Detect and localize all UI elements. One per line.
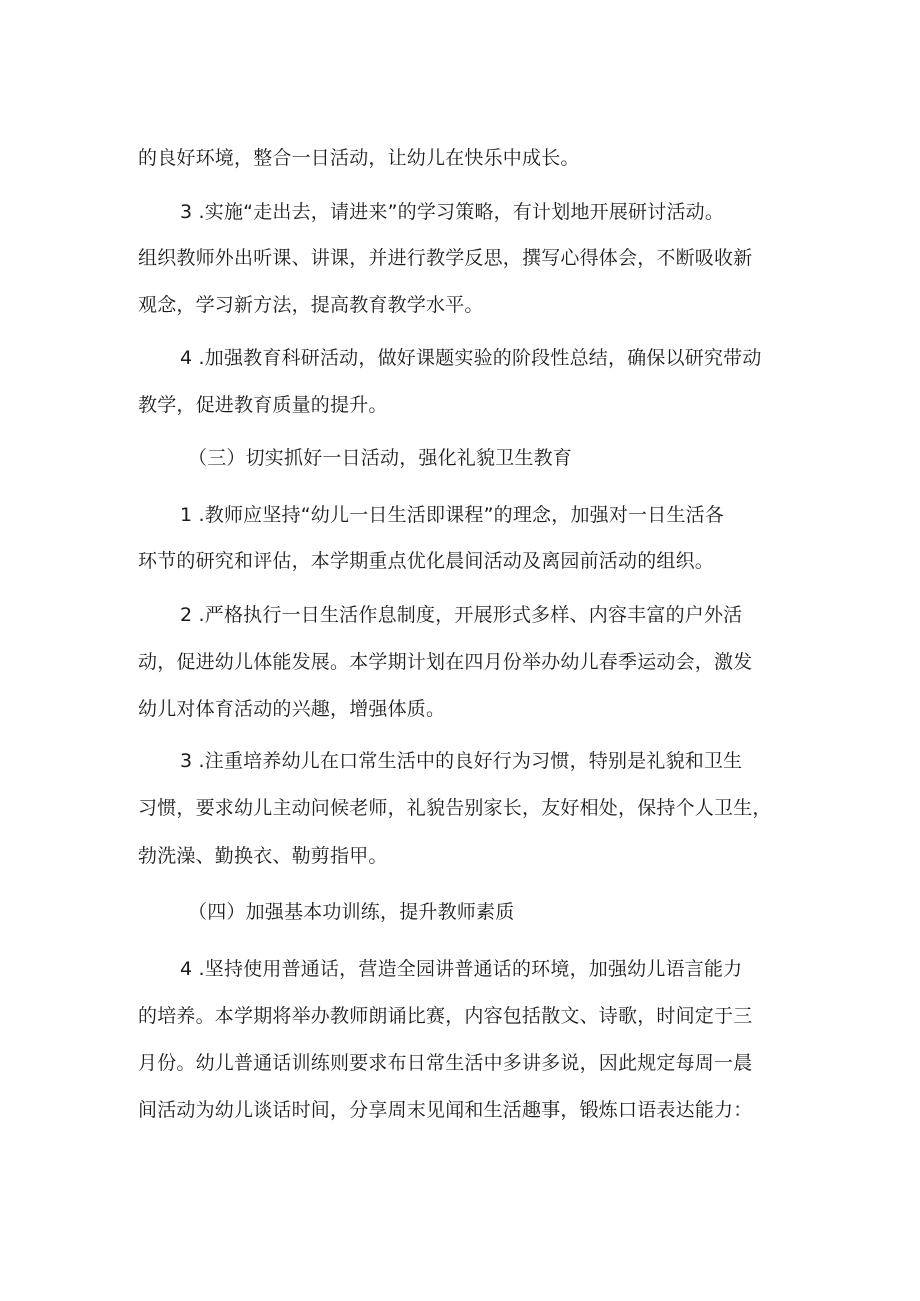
text-line: 环节的研究和评估，本学期重点优化晨间活动及离园前活动的组织。 [138,550,715,572]
list-item-text: 3 .注重培养幼儿在口常生活中的良好行为习惯，特别是礼貌和卫生 [180,750,743,772]
section-heading: （三）切实抓好一日活动，强化礼貌卫生教育 [188,447,573,469]
list-item-text: 4 .加强教育科研活动，做好课题实验的阶段性总结，确保以研究带动 [180,347,762,369]
text-line: 幼儿对体育活动的兴趣，增强体质。 [138,698,446,720]
list-item-text: 1 .教师应坚持“幼儿一日生活即课程”的理念，加强对一日生活各 [180,504,725,526]
text-line: 教学，促进教育质量的提升。 [138,394,388,416]
text-line: 观念，学习新方法，提高教育教学水平。 [138,294,484,316]
list-item-text: 2 .严格执行一日生活作息制度，开展形式多样、内容丰富的户外活 [180,604,743,626]
text-line: 动，促进幼儿体能发展。本学期计划在四月份举办幼儿春季运动会，激发 [138,651,753,673]
section-heading: （四）加强基本功训练，提升教师素质 [188,901,515,923]
list-item-text: 3 .实施“走出去，请进来”的学习策略，有计划地开展研讨活动。 [180,201,725,223]
text-line: 月份。幼儿普通话训练则要求布日常生活中多讲多说，因此规定每周一晨 [138,1052,753,1074]
text-line: 组织教师外出听课、讲课，并进行教学反思，撰写心得体会，不断吸收新 [138,247,753,269]
text-line: 习惯，要求幼儿主动问候老师，礼貌告别家长，友好相处，保持个人卫生， [138,797,772,819]
text-line: 间活动为幼儿谈话时间，分享周末见闻和生活趣事，锻炼口语表达能力： [138,1099,753,1121]
text-line: 的培养。本学期将举办教师朗诵比赛，内容包括散文、诗歌，时间定于三 [138,1005,753,1027]
list-item-text: 4 .坚持使用普通话，营造全园讲普通话的环境，加强幼儿语言能力 [180,958,743,980]
text-line: 的良好环境，整合一日活动，让幼儿在快乐中成长。 [138,147,580,169]
text-line: 勃洗澡、勤换衣、勒剪指甲。 [138,845,388,867]
